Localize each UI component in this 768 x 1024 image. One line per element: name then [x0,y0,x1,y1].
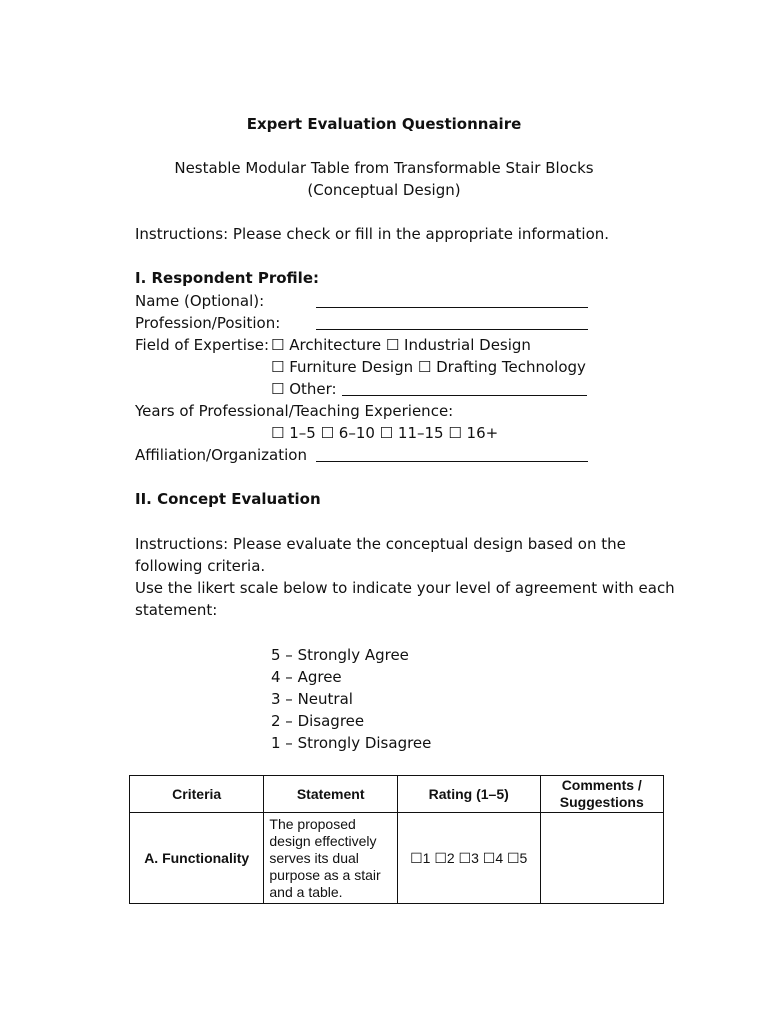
document-subtitle-line1: Nestable Modular Table from Transformable Stair Blocks [174,159,594,177]
table-row [130,813,664,904]
criteria-cell: A. Functionality [130,813,264,904]
field-options-row2[interactable]: ☐ Furniture Design ☐ Drafting Technology [271,358,586,376]
instructions-profile: Instructions: Please check or fill in the appropriate information. [135,225,610,243]
comments-header [540,776,663,813]
document-subtitle-line2: (Conceptual Design) [307,181,461,199]
section2-heading: II. Concept Evaluation [135,490,321,508]
likert-scale-item: 2 – Disagree [271,712,365,730]
other-field[interactable] [342,395,587,396]
rating-checkboxes[interactable]: ☐1 ☐2 ☐3 ☐4 ☐5 [397,813,540,904]
likert-scale-item: 4 – Agree [271,668,342,686]
evaluation-table [129,775,664,904]
evaluation-instructions-line4: statement: [135,601,218,619]
name-label: Name (Optional): [135,292,265,310]
comments-header-line1: Comments / [561,777,642,793]
evaluation-instructions-line3: Use the likert scale below to indicate your level of agreement with each [135,579,675,597]
name-field[interactable] [316,307,588,308]
profession-field[interactable] [316,329,588,330]
comments-cell[interactable] [540,813,663,904]
field-option-other[interactable]: ☐ Other: [271,380,337,398]
likert-scale-item: 5 – Strongly Agree [271,646,409,664]
table-header-row [130,776,664,813]
profession-label: Profession/Position: [135,314,281,332]
affiliation-label: Affiliation/Organization [135,446,307,464]
evaluation-instructions-line1: Instructions: Please evaluate the conceptual design based on the [135,535,626,553]
field-of-expertise-label: Field of Expertise: [135,336,270,354]
likert-scale-item: 3 – Neutral [271,690,353,708]
field-options-row1[interactable]: ☐ Architecture ☐ Industrial Design [271,336,531,354]
section1-heading: I. Respondent Profile: [135,269,319,287]
likert-scale-item: 1 – Strongly Disagree [271,734,432,752]
document-title: Expert Evaluation Questionnaire [246,115,522,133]
evaluation-instructions-line2: following criteria. [135,557,266,575]
statement-header: Statement [264,776,398,813]
rating-header: Rating (1–5) [397,776,540,813]
years-experience-options[interactable]: ☐ 1–5 ☐ 6–10 ☐ 11–15 ☐ 16+ [271,424,499,442]
affiliation-field[interactable] [316,461,588,462]
comments-header-line2: Suggestions [559,794,644,810]
years-experience-label: Years of Professional/Teaching Experience: [135,402,454,420]
statement-cell: The proposed design effectively serves its dual purpose as a stair and a table. [264,813,398,904]
criteria-header: Criteria [130,776,264,813]
